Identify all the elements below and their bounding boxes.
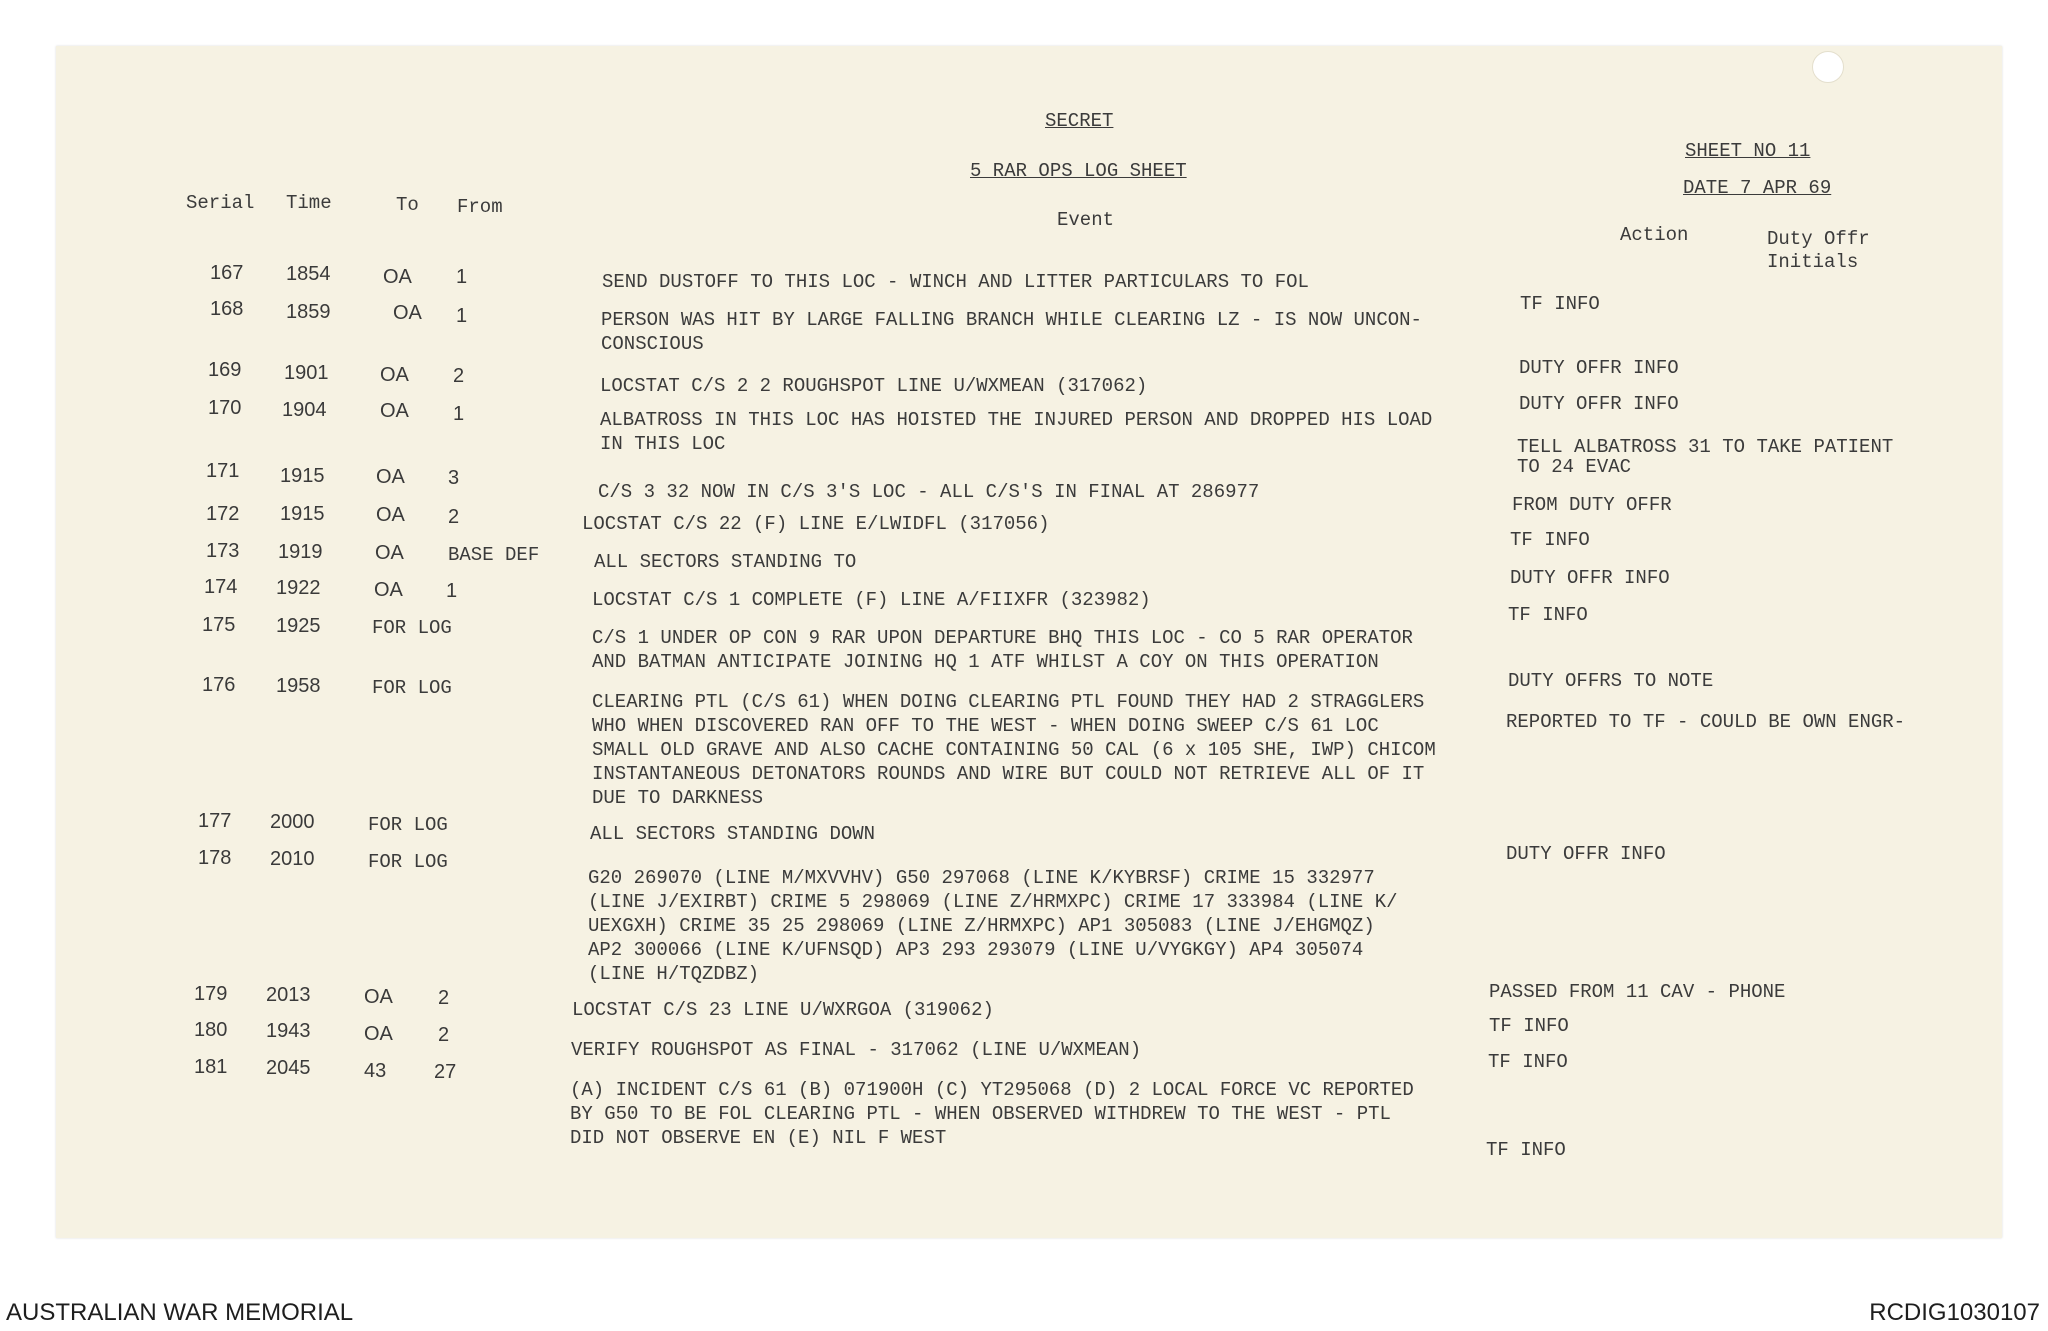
row-181-action-line-2: TF INFO [1486,1139,1566,1161]
row-167-time: 1854 [286,263,331,285]
row-171-action-line-1: TELL ALBATROSS 31 TO TAKE PATIENT [1517,436,1894,458]
row-180-from: 2 [438,1024,450,1046]
row-168-from: 1 [456,305,468,327]
row-168-event-line-2: CONSCIOUS [601,333,704,355]
row-179-from: 2 [438,987,450,1009]
row-174-to: OA [374,579,403,601]
sheet-number: SHEET NO 11 [1685,140,1811,162]
row-180-time: 1943 [266,1020,311,1042]
row-172-from: 2 [448,506,460,528]
row-170-from: 1 [453,403,465,425]
row-175-serial: 175 [202,614,236,636]
row-175-time: 1925 [276,615,321,637]
column-header-from: From [457,196,503,218]
row-180-serial: 180 [194,1019,228,1041]
row-176-event-line-3: SMALL OLD GRAVE AND ALSO CACHE CONTAINING 50 CAL (6 x 105 SHE, IWP) CHICOM [592,739,1436,761]
row-178-serial: 178 [198,847,232,869]
row-177-time: 2000 [270,811,315,833]
row-168-serial: 168 [210,298,244,320]
row-169-event-line-1: LOCSTAT C/S 2 2 ROUGHSPOT LINE U/WXMEAN (317062) [600,375,1148,397]
sheet-date: DATE 7 APR 69 [1683,177,1832,199]
row-169-from: 2 [453,365,465,387]
row-169-serial: 169 [208,359,242,381]
row-174-time: 1922 [276,577,321,599]
row-179-time: 2013 [266,984,311,1006]
row-181-from: 27 [434,1061,457,1083]
row-172-to: OA [376,504,405,526]
row-178-event-line-2: (LINE J/EXIRBT) CRIME 5 298069 (LINE Z/HRMXPC) CRIME 17 333984 (LINE K/ [588,891,1398,913]
row-168-time: 1859 [286,301,331,323]
row-171-action-line-2: TO 24 EVAC [1517,456,1632,478]
row-169-action-line-1: DUTY OFFR INFO [1519,357,1679,379]
row-171-from: 3 [448,467,460,489]
row-175-event-line-1: C/S 1 UNDER OP CON 9 RAR UPON DEPARTURE BHQ THIS LOC - CO 5 RAR OPERATOR [592,627,1413,649]
row-174-action-line-1: DUTY OFFR INFO [1510,567,1670,589]
row-171-event-line-1: C/S 3 32 NOW IN C/S 3'S LOC - ALL C/S'S IN FINAL AT 286977 [598,481,1260,503]
row-176-event-line-5: DUE TO DARKNESS [592,787,764,809]
row-178-to: FOR LOG [368,851,448,873]
row-180-to: OA [364,1023,393,1045]
column-header-initials: Initials [1767,251,1859,273]
row-176-serial: 176 [202,674,236,696]
column-header-serial: Serial [186,192,255,214]
row-181-serial: 181 [194,1056,228,1078]
classification-label: SECRET [1045,110,1114,132]
row-171-serial: 171 [206,460,240,482]
row-178-event-line-4: AP2 300066 (LINE K/UFNSQD) AP3 293 293079 (LINE U/VYGKGY) AP4 305074 [588,939,1364,961]
row-181-action-line-1: TF INFO [1488,1051,1568,1073]
row-181-event-line-1: (A) INCIDENT C/S 61 (B) 071900H (C) YT295068 (D) 2 LOCAL FORCE VC REPORTED [570,1079,1414,1101]
row-167-serial: 167 [210,262,244,284]
row-175-to: FOR LOG [372,617,452,639]
row-171-time: 1915 [280,465,325,487]
punch-hole [1812,51,1844,83]
row-180-event-line-1: VERIFY ROUGHSPOT AS FINAL - 317062 (LINE U/WXMEAN) [571,1039,1142,1061]
row-169-time: 1901 [284,362,329,384]
row-179-serial: 179 [194,983,228,1005]
row-176-time: 1958 [276,675,321,697]
row-172-action-line-1: FROM DUTY OFFR [1512,494,1672,516]
row-168-event-line-1: PERSON WAS HIT BY LARGE FALLING BRANCH WHILE CLEARING LZ - IS NOW UNCON- [601,309,1422,331]
row-173-to: OA [375,542,404,564]
row-178-action-line-1: DUTY OFFR INFO [1506,843,1666,865]
row-178-event-line-1: G20 269070 (LINE M/MXVVHV) G50 297068 (LINE K/KYBRSF) CRIME 15 332977 [588,867,1375,889]
row-170-event-line-2: IN THIS LOC [600,433,726,455]
row-167-to: OA [383,266,412,288]
column-header-event: Event [1057,209,1115,231]
row-176-event-line-2: WHO WHEN DISCOVERED RAN OFF TO THE WEST - WHEN DOING SWEEP C/S 61 LOC [592,715,1379,737]
row-172-serial: 172 [206,503,240,525]
row-176-action-line-1: DUTY OFFRS TO NOTE [1508,670,1714,692]
row-169-to: OA [380,364,409,386]
row-176-action-line-2: REPORTED TO TF - COULD BE OWN ENGR- [1506,711,1906,733]
row-175-event-line-2: AND BATMAN ANTICIPATE JOINING HQ 1 ATF WHILST A COY ON THIS OPERATION [592,651,1379,673]
row-176-event-line-1: CLEARING PTL (C/S 61) WHEN DOING CLEARING PTL FOUND THEY HAD 2 STRAGGLERS [592,691,1425,713]
row-173-event-line-1: ALL SECTORS STANDING TO [594,551,857,573]
column-header-duty-offr: Duty Offr [1767,228,1870,250]
row-171-to: OA [376,466,405,488]
row-168-to: OA [393,302,422,324]
row-177-event-line-1: ALL SECTORS STANDING DOWN [590,823,876,845]
row-174-event-line-1: LOCSTAT C/S 1 COMPLETE (F) LINE A/FIIXFR (323982) [592,589,1151,611]
sheet-title: 5 RAR OPS LOG SHEET [970,160,1187,182]
row-181-time: 2045 [266,1057,311,1079]
column-header-to: To [396,194,419,216]
row-172-time: 1915 [280,503,325,525]
row-181-to: 43 [364,1060,387,1082]
row-179-event-line-1: LOCSTAT C/S 23 LINE U/WXRGOA (319062) [572,999,994,1021]
row-179-action-line-1: PASSED FROM 11 CAV - PHONE [1489,981,1786,1003]
row-174-serial: 174 [204,576,238,598]
row-179-to: OA [364,986,393,1008]
row-176-event-line-4: INSTANTANEOUS DETONATORS ROUNDS AND WIRE BUT COULD NOT RETRIEVE ALL OF IT [592,763,1425,785]
row-176-to: FOR LOG [372,677,452,699]
row-170-serial: 170 [208,397,242,419]
row-173-action-line-1: TF INFO [1510,529,1590,551]
row-178-event-line-3: UEXGXH) CRIME 35 25 298069 (LINE Z/HRMXPC) AP1 305083 (LINE J/EHGMQZ) [588,915,1375,937]
row-178-event-line-5: (LINE H/TQZDBZ) [588,963,760,985]
row-173-time: 1919 [278,541,323,563]
row-177-serial: 177 [198,810,232,832]
row-180-action-line-1: TF INFO [1489,1015,1569,1037]
row-181-event-line-3: DID NOT OBSERVE EN (E) NIL F WEST [570,1127,947,1149]
row-173-serial: 173 [206,540,240,562]
row-170-to: OA [380,400,409,422]
row-167-event-line-1: SEND DUSTOFF TO THIS LOC - WINCH AND LITTER PARTICULARS TO FOL [602,271,1309,293]
row-170-action-line-1: DUTY OFFR INFO [1519,393,1679,415]
archive-credit: AUSTRALIAN WAR MEMORIAL [6,1299,354,1326]
row-181-event-line-2: BY G50 TO BE FOL CLEARING PTL - WHEN OBSERVED WITHDREW TO THE WEST - PTL [570,1103,1391,1125]
row-175-action-line-1: TF INFO [1508,604,1588,626]
row-174-from: 1 [446,580,458,602]
row-178-time: 2010 [270,848,315,870]
column-header-action: Action [1620,224,1689,246]
archive-reference: RCDIG1030107 [1869,1299,2040,1326]
row-173-from: BASE DEF [448,544,540,566]
row-168-action-line-1: TF INFO [1520,293,1600,315]
row-177-to: FOR LOG [368,814,448,836]
row-172-event-line-1: LOCSTAT C/S 22 (F) LINE E/LWIDFL (317056) [582,513,1050,535]
column-header-time: Time [286,192,332,214]
row-170-time: 1904 [282,399,327,421]
row-170-event-line-1: ALBATROSS IN THIS LOC HAS HOISTED THE INJURED PERSON AND DROPPED HIS LOAD [600,409,1433,431]
row-167-from: 1 [456,266,468,288]
